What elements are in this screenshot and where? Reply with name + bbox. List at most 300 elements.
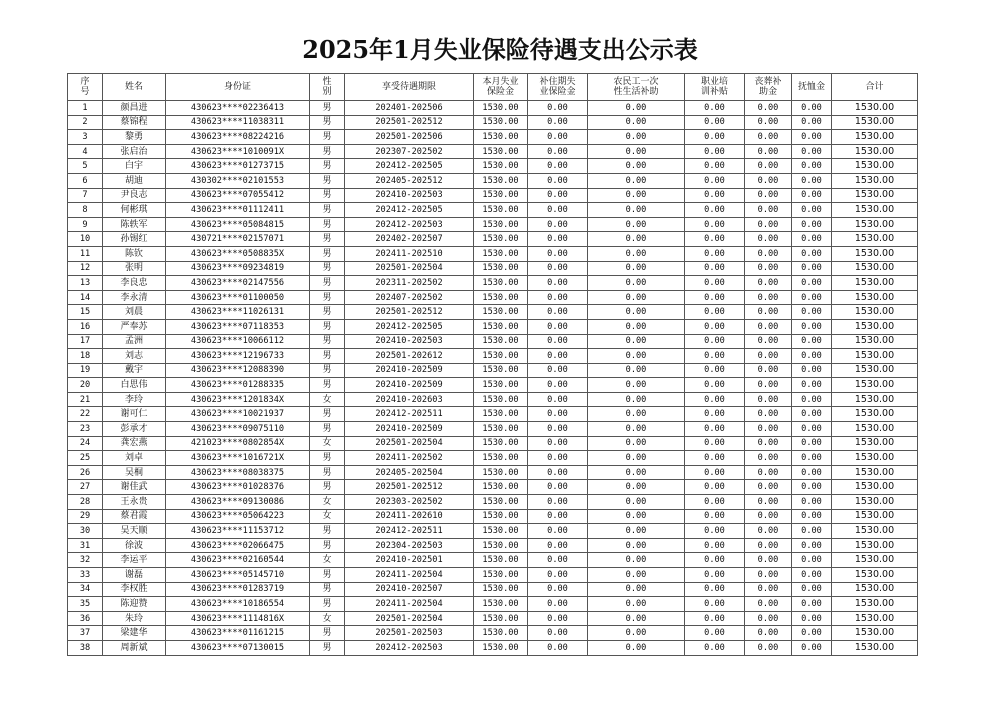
table-row (68, 597, 918, 612)
table-cell: 1530.00 (474, 130, 528, 145)
table-cell: 430623****10186554 (166, 597, 310, 612)
table-row (68, 188, 918, 203)
table-cell: 0.00 (745, 378, 792, 393)
table-cell: 0.00 (745, 232, 792, 247)
table-cell: 0.00 (528, 334, 588, 349)
table-cell: 23 (68, 422, 103, 437)
table-cell: 202411-202504 (345, 597, 474, 612)
table-cell: 彭承才 (103, 422, 166, 437)
table-cell: 0.00 (528, 553, 588, 568)
table-cell: 1530.00 (832, 582, 918, 597)
table-cell: 430623****01161215 (166, 626, 310, 641)
table-row (68, 422, 918, 437)
table-cell: 0.00 (745, 246, 792, 261)
table-cell: 1530.00 (832, 611, 918, 626)
table-cell: 0.00 (588, 159, 685, 174)
table-cell: 1530.00 (832, 378, 918, 393)
table-cell: 1530.00 (832, 261, 918, 276)
column-header: 享受待遇期限 (345, 74, 474, 101)
table-row (68, 203, 918, 218)
table-cell: 202410-202509 (345, 378, 474, 393)
table-cell: 0.00 (685, 568, 745, 583)
table-cell: 0.00 (792, 276, 832, 291)
table-cell: 0.00 (792, 261, 832, 276)
table-cell: 颜昌进 (103, 101, 166, 116)
table-cell: 0.00 (588, 305, 685, 320)
table-cell: 202411-202504 (345, 568, 474, 583)
column-header: 性 别 (310, 74, 345, 101)
table-cell: 202411-202502 (345, 451, 474, 466)
table-cell: 女 (310, 495, 345, 510)
table-cell: 0.00 (588, 349, 685, 364)
table-cell: 0.00 (745, 553, 792, 568)
table-cell: 龚宏燕 (103, 436, 166, 451)
table-cell: 1530.00 (832, 349, 918, 364)
table-cell: 0.00 (792, 349, 832, 364)
table-cell: 0.00 (685, 436, 745, 451)
table-cell: 0.00 (745, 392, 792, 407)
table-cell: 0.00 (685, 626, 745, 641)
table-cell: 202412-202511 (345, 524, 474, 539)
table-cell: 430623****12088390 (166, 363, 310, 378)
table-cell: 李运平 (103, 553, 166, 568)
table-cell: 0.00 (685, 101, 745, 116)
table-cell: 0.00 (528, 568, 588, 583)
table-cell: 0.00 (745, 538, 792, 553)
table-cell: 0.00 (792, 495, 832, 510)
table-cell: 202303-202502 (345, 495, 474, 510)
table-cell: 1530.00 (474, 407, 528, 422)
table-cell: 21 (68, 392, 103, 407)
table-cell: 0.00 (528, 509, 588, 524)
table-row (68, 305, 918, 320)
table-cell: 0.00 (685, 553, 745, 568)
table-cell: 0.00 (685, 480, 745, 495)
table-cell: 0.00 (745, 422, 792, 437)
table-cell: 430623****1016721X (166, 451, 310, 466)
table-cell: 430623****01273715 (166, 159, 310, 174)
page-title: 2025年1月失业保险待遇支出公示表 (302, 35, 698, 64)
table-cell: 1530.00 (474, 319, 528, 334)
table-cell: 202405-202512 (345, 173, 474, 188)
table-cell: 202410-202503 (345, 334, 474, 349)
table-cell: 1530.00 (832, 217, 918, 232)
table-cell: 0.00 (792, 582, 832, 597)
table-cell: 0.00 (745, 319, 792, 334)
table-cell: 0.00 (528, 465, 588, 480)
table-row (68, 640, 918, 655)
table-cell: 0.00 (745, 115, 792, 130)
table-cell: 430623****11153712 (166, 524, 310, 539)
table-cell: 202410-202501 (345, 553, 474, 568)
table-cell: 19 (68, 363, 103, 378)
table-cell: 0.00 (528, 261, 588, 276)
table-cell: 1530.00 (832, 305, 918, 320)
table-cell: 0.00 (745, 159, 792, 174)
table-cell: 0.00 (792, 611, 832, 626)
table-cell: 202412-202505 (345, 319, 474, 334)
table-cell: 李良忠 (103, 276, 166, 291)
table-cell: 202411-202510 (345, 246, 474, 261)
table-cell: 430623****1201834X (166, 392, 310, 407)
table-cell: 张启治 (103, 144, 166, 159)
table-cell: 0.00 (528, 422, 588, 437)
table-cell: 0.00 (528, 524, 588, 539)
column-header: 序 号 (68, 74, 103, 101)
table-cell: 0.00 (528, 246, 588, 261)
table-cell: 王永贵 (103, 495, 166, 510)
table-cell: 0.00 (792, 159, 832, 174)
table-cell: 0.00 (745, 495, 792, 510)
table-cell: 0.00 (588, 626, 685, 641)
table-cell: 0.00 (588, 436, 685, 451)
table-cell: 0.00 (528, 407, 588, 422)
table-cell: 0.00 (792, 334, 832, 349)
table-cell: 36 (68, 611, 103, 626)
table-cell: 1530.00 (474, 451, 528, 466)
table-cell: 0.00 (792, 509, 832, 524)
column-header: 职业培 训补贴 (685, 74, 745, 101)
table-cell: 男 (310, 597, 345, 612)
table-row (68, 232, 918, 247)
table-cell: 0.00 (588, 217, 685, 232)
table-cell: 0.00 (792, 188, 832, 203)
table-cell: 1530.00 (832, 290, 918, 305)
table-cell: 1530.00 (832, 159, 918, 174)
payment-table (67, 73, 918, 656)
table-cell: 0.00 (792, 144, 832, 159)
table-cell: 0.00 (685, 407, 745, 422)
table-cell: 1530.00 (474, 597, 528, 612)
table-cell: 430623****10066112 (166, 334, 310, 349)
table-cell: 430623****11026131 (166, 305, 310, 320)
table-cell: 1530.00 (474, 159, 528, 174)
table-cell: 0.00 (745, 101, 792, 116)
table-cell: 0.00 (792, 130, 832, 145)
table-cell: 0.00 (792, 392, 832, 407)
table-cell: 0.00 (685, 173, 745, 188)
table-cell: 202501-202512 (345, 115, 474, 130)
table-cell: 男 (310, 582, 345, 597)
table-cell: 0.00 (588, 319, 685, 334)
table-cell: 1530.00 (832, 319, 918, 334)
table-cell: 430623****0508835X (166, 246, 310, 261)
table-cell: 0.00 (792, 217, 832, 232)
table-cell: 0.00 (792, 553, 832, 568)
table-cell: 白宇 (103, 159, 166, 174)
table-cell: 0.00 (745, 188, 792, 203)
table-cell: 430623****09130086 (166, 495, 310, 510)
table-cell: 430623****01028376 (166, 480, 310, 495)
table-cell: 男 (310, 101, 345, 116)
table-cell: 8 (68, 203, 103, 218)
table-cell: 男 (310, 188, 345, 203)
table-row (68, 436, 918, 451)
table-cell: 吴天顺 (103, 524, 166, 539)
table-cell: 202410-202603 (345, 392, 474, 407)
table-cell: 严奉苏 (103, 319, 166, 334)
table-cell: 1530.00 (474, 144, 528, 159)
table-cell: 430623****1010091X (166, 144, 310, 159)
table-cell: 430623****01112411 (166, 203, 310, 218)
table-cell: 0.00 (528, 217, 588, 232)
table-row (68, 159, 918, 174)
table-cell: 2 (68, 115, 103, 130)
table-cell: 男 (310, 203, 345, 218)
table-cell: 1530.00 (832, 115, 918, 130)
table-cell: 1530.00 (832, 101, 918, 116)
table-cell: 1530.00 (832, 538, 918, 553)
table-cell: 0.00 (528, 232, 588, 247)
table-cell: 0.00 (745, 465, 792, 480)
table-cell: 男 (310, 538, 345, 553)
table-row (68, 276, 918, 291)
table-cell: 202501-202506 (345, 130, 474, 145)
table-cell: 202410-202503 (345, 188, 474, 203)
table-cell: 0.00 (792, 538, 832, 553)
table-cell: 男 (310, 407, 345, 422)
table-cell: 28 (68, 495, 103, 510)
table-cell: 1530.00 (474, 524, 528, 539)
table-cell: 朱玲 (103, 611, 166, 626)
table-cell: 24 (68, 436, 103, 451)
table-cell: 孟洲 (103, 334, 166, 349)
table-cell: 戴宇 (103, 363, 166, 378)
table-cell: 0.00 (588, 451, 685, 466)
table-cell: 421023****0802854X (166, 436, 310, 451)
table-cell: 1530.00 (832, 597, 918, 612)
table-cell: 202501-202504 (345, 611, 474, 626)
table-row (68, 465, 918, 480)
table-cell: 26 (68, 465, 103, 480)
table-cell: 1530.00 (474, 392, 528, 407)
table-cell: 0.00 (745, 611, 792, 626)
table-cell: 1530.00 (832, 246, 918, 261)
table-row (68, 115, 918, 130)
table-cell: 30 (68, 524, 103, 539)
table-cell: 430623****02147556 (166, 276, 310, 291)
table-row (68, 582, 918, 597)
table-cell: 1530.00 (474, 203, 528, 218)
table-cell: 1530.00 (474, 232, 528, 247)
table-row (68, 553, 918, 568)
table-cell: 0.00 (528, 363, 588, 378)
table-cell: 0.00 (685, 349, 745, 364)
table-cell: 0.00 (588, 640, 685, 655)
table-cell: 0.00 (685, 305, 745, 320)
table-cell: 0.00 (792, 319, 832, 334)
table-cell: 胡迪 (103, 173, 166, 188)
table-cell: 1530.00 (832, 173, 918, 188)
table-row (68, 538, 918, 553)
table-cell: 女 (310, 436, 345, 451)
table-cell: 梁建华 (103, 626, 166, 641)
table-cell: 0.00 (588, 246, 685, 261)
table-cell: 22 (68, 407, 103, 422)
table-cell: 1530.00 (832, 422, 918, 437)
table-cell: 1530.00 (474, 173, 528, 188)
table-cell: 男 (310, 305, 345, 320)
table-cell: 0.00 (792, 290, 832, 305)
table-cell: 0.00 (745, 305, 792, 320)
table-cell: 0.00 (588, 407, 685, 422)
table-row (68, 611, 918, 626)
table-row (68, 101, 918, 116)
table-cell: 430623****07118353 (166, 319, 310, 334)
table-cell: 男 (310, 290, 345, 305)
table-cell: 1530.00 (832, 480, 918, 495)
table-cell: 38 (68, 640, 103, 655)
table-cell: 430721****02157071 (166, 232, 310, 247)
table-cell: 12 (68, 261, 103, 276)
table-cell: 0.00 (528, 349, 588, 364)
table-cell: 0.00 (745, 290, 792, 305)
table-cell: 0.00 (528, 582, 588, 597)
table-cell: 0.00 (528, 159, 588, 174)
table-cell: 男 (310, 334, 345, 349)
table-cell: 31 (68, 538, 103, 553)
table-cell: 0.00 (792, 232, 832, 247)
table-cell: 刘晨 (103, 305, 166, 320)
table-cell: 1530.00 (474, 495, 528, 510)
table-cell: 女 (310, 553, 345, 568)
table-cell: 男 (310, 319, 345, 334)
table-cell: 202410-202507 (345, 582, 474, 597)
table-cell: 0.00 (588, 568, 685, 583)
column-header: 本月失业 保险金 (474, 74, 528, 101)
table-cell: 0.00 (792, 407, 832, 422)
table-cell: 430623****01283719 (166, 582, 310, 597)
table-cell: 女 (310, 509, 345, 524)
table-cell: 0.00 (685, 509, 745, 524)
table-cell: 吴桐 (103, 465, 166, 480)
table-row (68, 524, 918, 539)
table-cell: 1530.00 (474, 349, 528, 364)
table-cell: 1530.00 (832, 232, 918, 247)
table-row (68, 509, 918, 524)
table-cell: 0.00 (685, 538, 745, 553)
table-cell: 0.00 (792, 422, 832, 437)
table-cell: 0.00 (745, 480, 792, 495)
table-cell: 430623****01100050 (166, 290, 310, 305)
table-cell: 0.00 (685, 524, 745, 539)
table-cell: 1530.00 (474, 276, 528, 291)
table-cell: 0.00 (792, 568, 832, 583)
table-cell: 202410-202509 (345, 363, 474, 378)
table-cell: 0.00 (685, 334, 745, 349)
table-cell: 3 (68, 130, 103, 145)
column-header: 合计 (832, 74, 918, 101)
table-row (68, 495, 918, 510)
table-cell: 男 (310, 232, 345, 247)
table-cell: 430623****08038375 (166, 465, 310, 480)
table-cell: 0.00 (588, 290, 685, 305)
table-cell: 男 (310, 246, 345, 261)
table-cell: 0.00 (745, 582, 792, 597)
table-cell: 0.00 (528, 640, 588, 655)
table-cell: 0.00 (528, 115, 588, 130)
table-cell: 0.00 (792, 480, 832, 495)
table-cell: 孙锡红 (103, 232, 166, 247)
table-cell: 1530.00 (832, 392, 918, 407)
table-cell: 0.00 (685, 130, 745, 145)
table-cell: 1530.00 (474, 480, 528, 495)
table-cell: 202411-202610 (345, 509, 474, 524)
table-cell: 1530.00 (832, 334, 918, 349)
table-cell: 1530.00 (832, 568, 918, 583)
table-cell: 0.00 (792, 203, 832, 218)
table-row (68, 144, 918, 159)
table-cell: 202402-202507 (345, 232, 474, 247)
table-cell: 0.00 (745, 524, 792, 539)
table-cell: 0.00 (528, 597, 588, 612)
table-cell: 0.00 (588, 203, 685, 218)
table-cell: 男 (310, 276, 345, 291)
table-cell: 0.00 (588, 538, 685, 553)
table-cell: 0.00 (745, 407, 792, 422)
table-cell: 0.00 (528, 538, 588, 553)
table-cell: 男 (310, 159, 345, 174)
table-cell: 0.00 (588, 480, 685, 495)
table-cell: 0.00 (685, 465, 745, 480)
table-cell: 男 (310, 465, 345, 480)
table-cell: 0.00 (528, 626, 588, 641)
table-cell: 张明 (103, 261, 166, 276)
table-cell: 0.00 (745, 436, 792, 451)
table-cell: 1530.00 (474, 115, 528, 130)
table-cell: 0.00 (588, 261, 685, 276)
table-cell: 1530.00 (474, 101, 528, 116)
column-header: 农民工一次 性生活补助 (588, 74, 685, 101)
table-cell: 0.00 (792, 363, 832, 378)
table-cell: 202501-202504 (345, 436, 474, 451)
table-cell: 0.00 (792, 101, 832, 116)
table-cell: 1530.00 (474, 261, 528, 276)
table-cell: 1530.00 (832, 451, 918, 466)
table-cell: 1530.00 (832, 188, 918, 203)
table-cell: 0.00 (685, 115, 745, 130)
table-cell: 202412-202503 (345, 640, 474, 655)
table-cell: 男 (310, 363, 345, 378)
table-cell: 0.00 (745, 451, 792, 466)
table-cell: 0.00 (528, 611, 588, 626)
table-cell: 男 (310, 130, 345, 145)
table-cell: 10 (68, 232, 103, 247)
table-cell: 蔡君霞 (103, 509, 166, 524)
table-cell: 202501-202512 (345, 480, 474, 495)
table-cell: 0.00 (685, 319, 745, 334)
table-cell: 0.00 (588, 144, 685, 159)
table-row (68, 261, 918, 276)
table-cell: 0.00 (745, 626, 792, 641)
table-cell: 1530.00 (832, 640, 918, 655)
table-cell: 女 (310, 611, 345, 626)
table-cell: 女 (310, 392, 345, 407)
table-cell: 0.00 (792, 640, 832, 655)
table-cell: 陈迎赞 (103, 597, 166, 612)
table-cell: 0.00 (588, 509, 685, 524)
table-cell: 430623****09234819 (166, 261, 310, 276)
table-cell: 0.00 (685, 392, 745, 407)
table-cell: 202501-202503 (345, 626, 474, 641)
table-row (68, 334, 918, 349)
table-cell: 0.00 (685, 378, 745, 393)
table-cell: 202307-202502 (345, 144, 474, 159)
table-cell: 男 (310, 422, 345, 437)
table-cell: 0.00 (745, 130, 792, 145)
table-cell: 0.00 (792, 305, 832, 320)
table-cell: 刘志 (103, 349, 166, 364)
